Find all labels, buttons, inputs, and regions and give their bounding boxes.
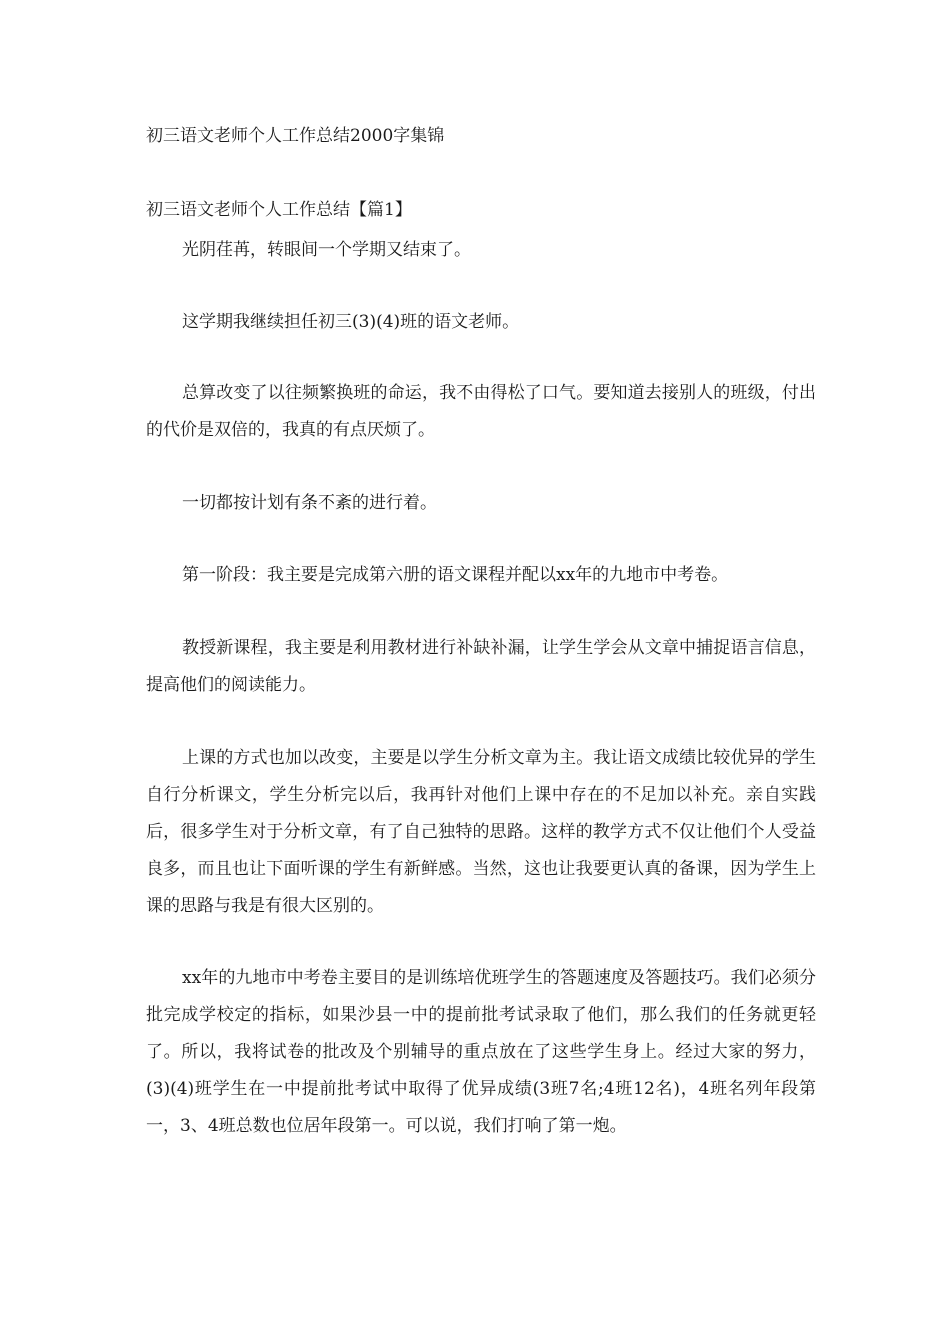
paragraph-8: xx年的九地市中考卷主要目的是训练培优班学生的答题速度及答题技巧。我们必须分批完成学校定的指标，如果沙县一中的提前批考试录取了他们，那么我们的任务就更轻了。所以，我将试卷的批改及个别辅导的重点放在了这些学生身上。经过大家的努力，(3)(4)班学生在一中提前批考试中取得了优异成绩(3班7名;4班12名)，4班名列年段第一，3、4班总数也位居年段第一。可以说，我们打响了第一炮。 [146,968,816,1136]
paragraph-3: 总算改变了以往频繁换班的命运，我不由得松了口气。要知道去接别人的班级，付出的代价是双倍的，我真的有点厌烦了。 [146,383,816,440]
section-title: 初三语文老师个人工作总结【篇1】 [146,200,412,220]
paragraph-4: 一切都按计划有条不紊的进行着。 [182,493,437,513]
paragraph-1: 光阴荏苒，转眼间一个学期又结束了。 [182,240,471,260]
paragraph-2: 这学期我继续担任初三(3)(4)班的语文老师。 [182,312,520,332]
paragraph-7: 上课的方式也加以改变，主要是以学生分析文章为主。我让语文成绩比较优异的学生自行分析课文，学生分析完以后，我再针对他们上课中存在的不足加以补充。亲自实践后，很多学生对于分析文章，有了自己独特的思路。这样的教学方式不仅让他们个人受益良多，而且也让下面听课的学生有新鲜感。当然，这也让我要更认真的备课，因为学生上课的思路与我是有很大区别的。 [146,748,816,916]
paragraph-5: 第一阶段：我主要是完成第六册的语文课程并配以xx年的九地市中考卷。 [182,565,729,585]
document-title: 初三语文老师个人工作总结2000字集锦 [146,126,445,146]
paragraph-6: 教授新课程，我主要是利用教材进行补缺补漏，让学生学会从文章中捕捉语言信息，提高他们的阅读能力。 [146,638,816,695]
